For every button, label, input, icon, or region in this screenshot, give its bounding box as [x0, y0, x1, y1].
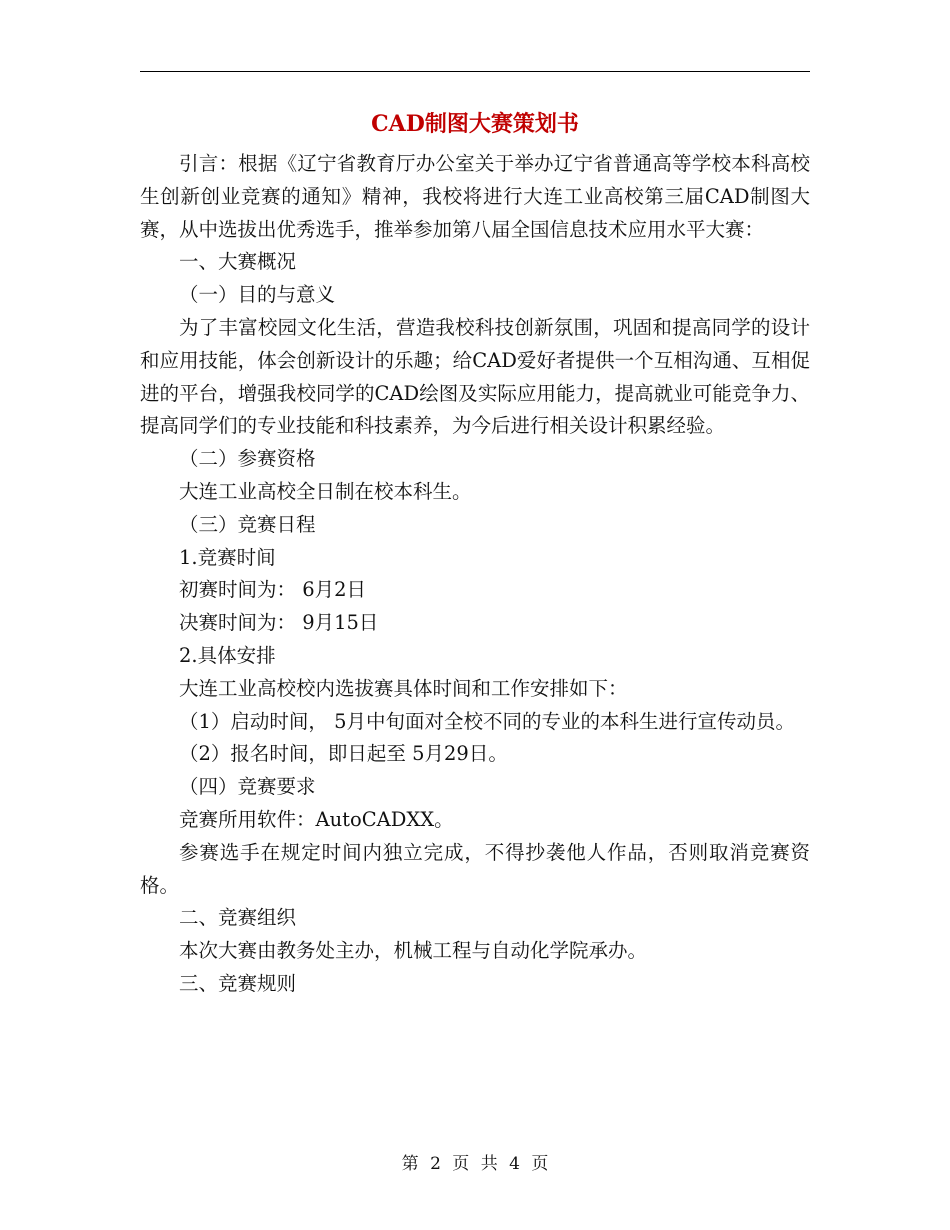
paragraph-arrangement: 大连工业高校校内选拔赛具体时间和工作安排如下：: [179, 676, 628, 700]
paragraph-rules-integrity: 参赛选手在规定时间内独立完成，不得抄袭他人作品，否则取消竞赛资格。: [140, 840, 810, 897]
document-body: [140, 148, 810, 1001]
page-number-footer: 第 2 页 共 4 页: [401, 1154, 549, 1174]
paragraph-organization: 本次大赛由教务处主办，机械工程与自动化学院承办。: [179, 939, 648, 963]
paragraph-software: 竞赛所用软件：AutoCADXX。: [179, 807, 454, 831]
subsection-heading-purpose: （一）目的与意义: [179, 283, 336, 307]
list-item-launch: （1）启动时间， 5月中旬面对全校不同的专业的本科生进行宣传动员。: [179, 709, 796, 733]
list-item-registration: （2）报名时间，即日起至 5月29日。: [179, 742, 508, 766]
document-title: CAD制图大赛策划书: [371, 111, 579, 137]
paragraph-eligibility: 大连工业高校全日制在校本科生。: [179, 479, 472, 503]
paragraph-prelim-time: 初赛时间为： 6月2日: [179, 578, 367, 602]
section-heading-rules: 三、竞赛规则: [179, 971, 297, 995]
section-heading-overview: 一、大赛概况: [179, 250, 297, 274]
paragraph-final-time: 决赛时间为： 9月15日: [179, 611, 379, 635]
paragraph-purpose: 为了丰富校园文化生活，营造我校科技创新氛围，巩固和提高同学的设计和应用技能，体会创新设计的乐趣；给CAD爱好者提供一个互相沟通、互相促进的平台，增强我校同学的CAD绘图及实际应用能力，提高就业可能竞争力、提高同学们的专业技能和科技素养，为今后进行相关设计积累经验。: [140, 315, 810, 438]
subsection-heading-eligibility: （二）参赛资格: [179, 447, 316, 471]
subsection-heading-requirements: （四）竞赛要求: [179, 775, 316, 799]
list-heading-time: 1.竞赛时间: [179, 545, 276, 569]
paragraph-intro: 引言：根据《辽宁省教育厅办公室关于举办辽宁省普通高等学校本科高校生创新创业竞赛的通知》精神，我校将进行大连工业高校第三届CAD制图大赛，从中选拔出优秀选手，推举参加第八届全国信息技术应用水平大赛：: [140, 152, 810, 241]
section-heading-organization: 二、竞赛组织: [179, 906, 297, 930]
subsection-heading-schedule: （三）竞赛日程: [179, 512, 316, 536]
header-rule: [140, 71, 810, 72]
list-heading-arrangement: 2.具体安排: [179, 643, 276, 667]
